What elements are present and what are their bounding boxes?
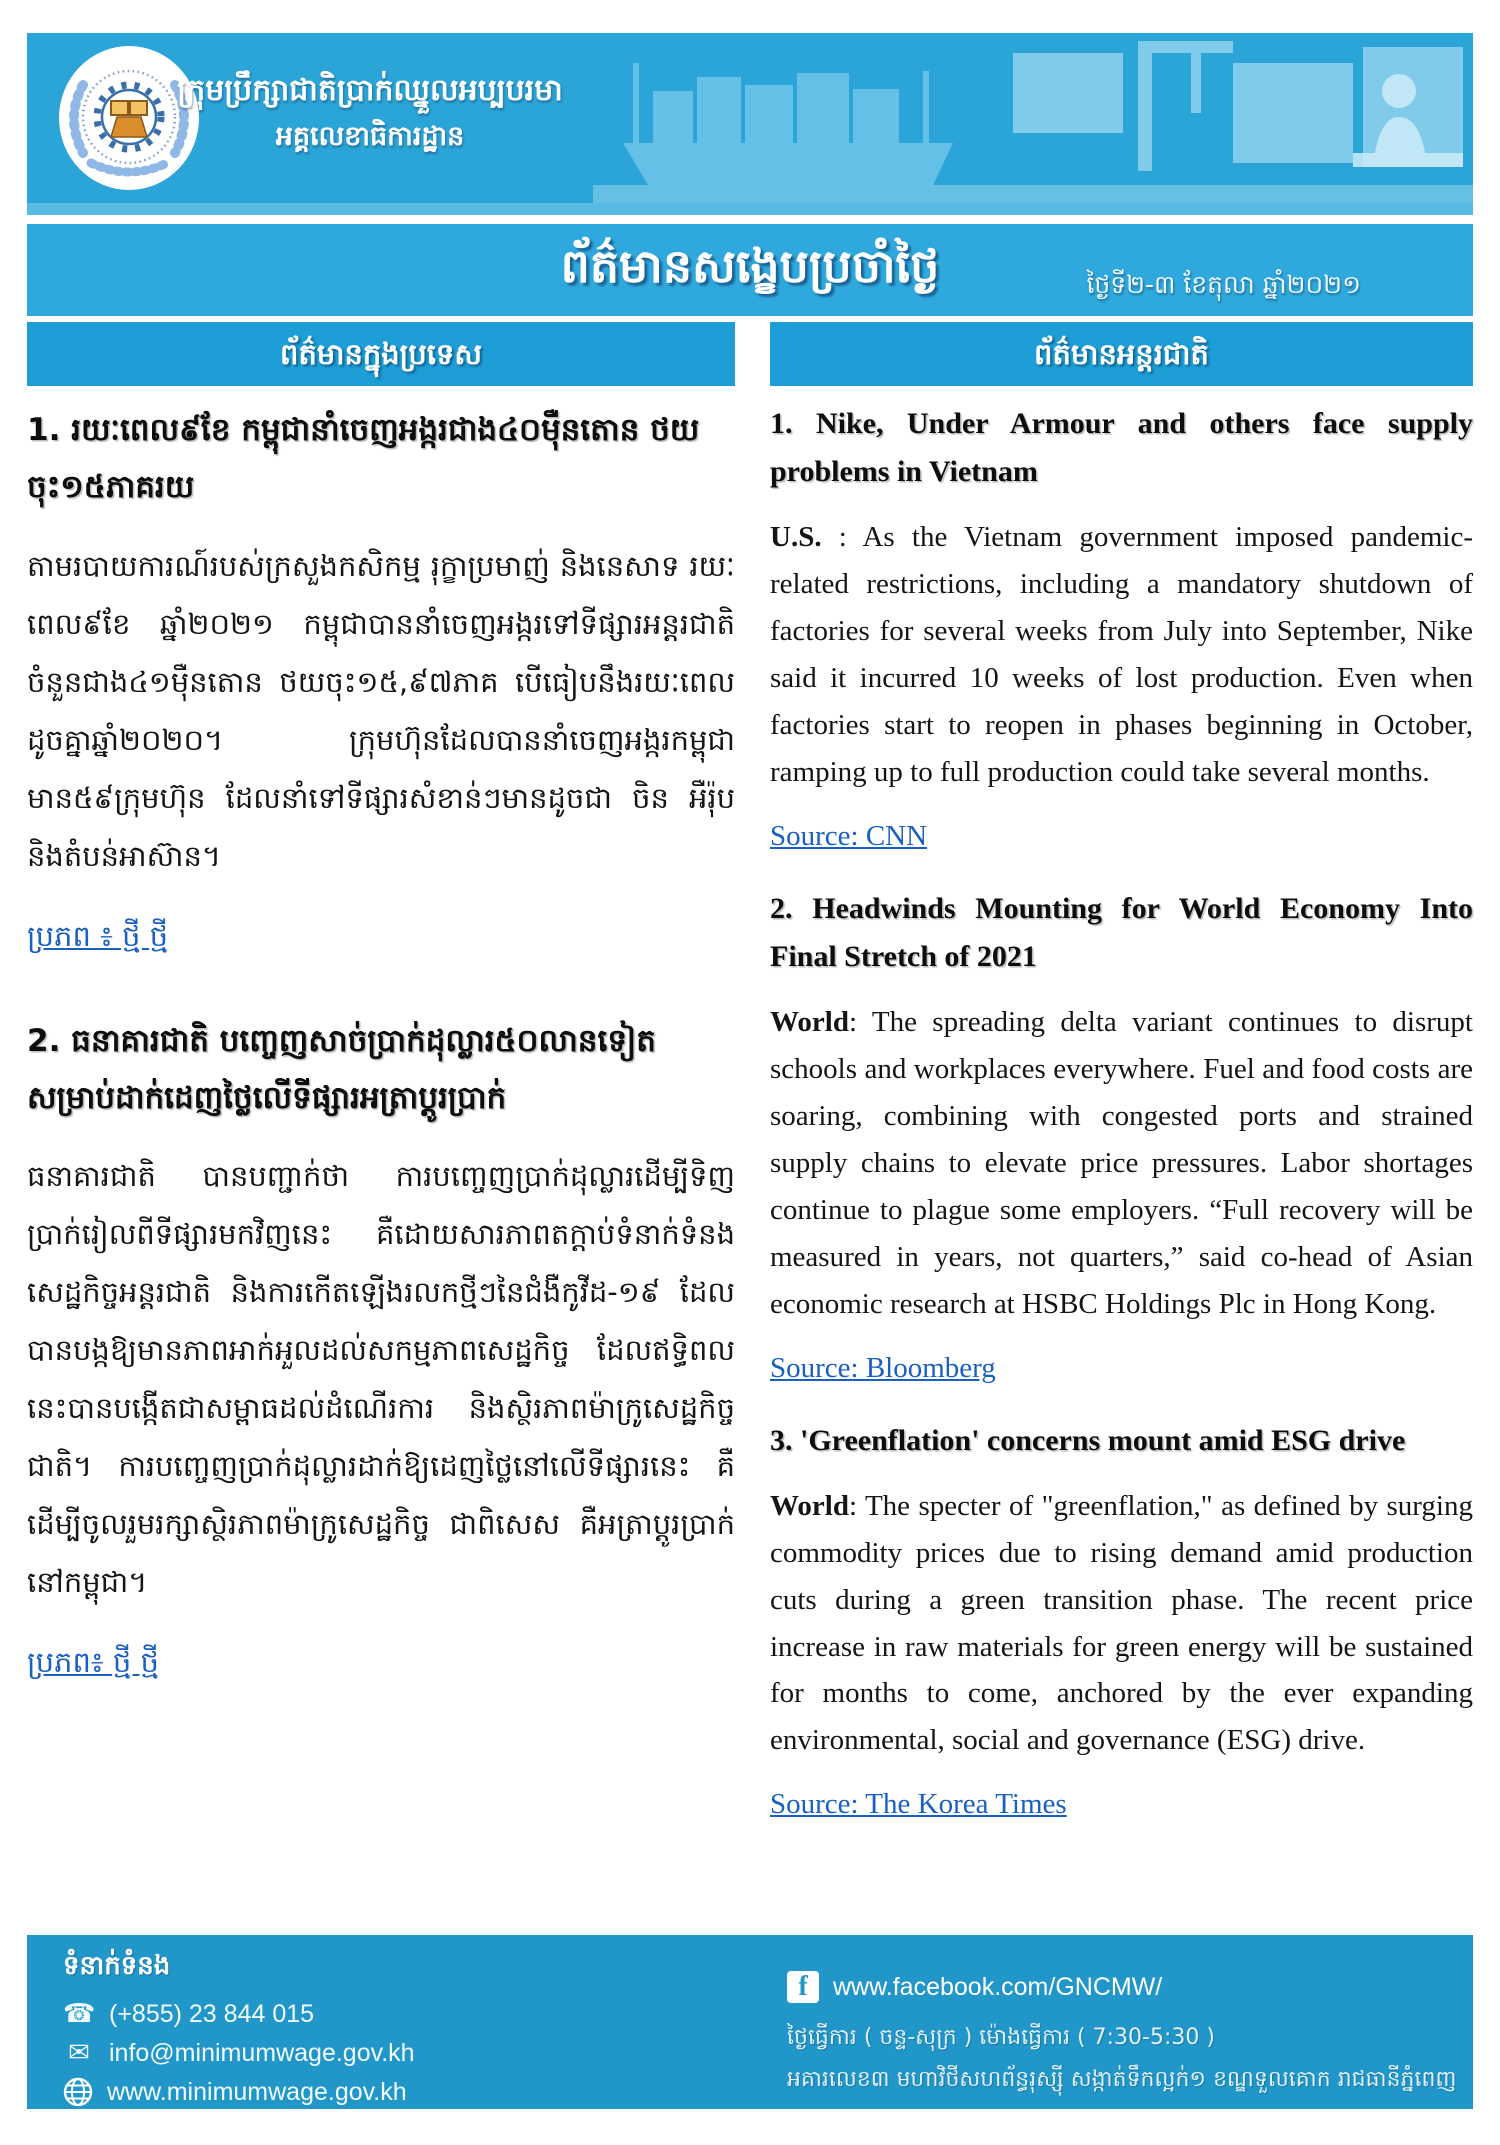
article-lead: World xyxy=(770,1489,849,1522)
international-news-header-bar xyxy=(770,322,1473,386)
article-domestic-1 xyxy=(27,402,735,1005)
footer-contact-block xyxy=(63,1949,415,2116)
org-name: ក្រុមប្រឹក្សាជាតិប្រាក់ឈ្នួលអប្បបរមា xyxy=(177,73,563,108)
facebook-icon: f xyxy=(787,1971,819,2003)
article-body xyxy=(770,999,1473,1328)
masthead xyxy=(27,33,1473,215)
article-body: តាមរបាយការណ៍របស់ក្រសួងកសិកម្ម រុក្ខាប្រមាញ់ និងនេសាទ រយៈពេល៩ខែ ឆ្នាំ២០២១ កម្ពុជាបាននាំចេញអង្ករទៅទីផ្សារអន្តរជាតិ ចំនួនជាង៤១ម៉ឺនតោន ថយចុះ១៥,៩៧ភាគ បើធៀបនឹងរយៈពេលដូចគ្នាឆ្នាំ២០២០។ ក្រុមហ៊ុនដែលបាននាំចេញអង្ករកម្ពុជា មាន៥៩ក្រុមហ៊ុន ដែលនាំទៅទីផ្សារសំខាន់ៗមានដូចជា ចិន អឺរ៉ុប និងតំបន់អាស៊ាន។ xyxy=(27,548,735,873)
international-news-header-label: ព័ត៌មានអន្តរជាតិ xyxy=(1034,337,1209,371)
source-link[interactable]: ប្រភព៖ ថ្មី ថ្មី xyxy=(27,1645,159,1680)
footer-social-block xyxy=(787,1971,1456,2101)
article-body-text: : The specter of "greenflation," as defined by surging commodity prices due to rising demand amid production cuts during a green transition phase. The recent price increase in raw materials for green energy will be sustained for months to come, anchored by the ever expanding environmental, social and governance (ESG) drive. xyxy=(770,1489,1473,1757)
email-address: info@minimumwage.gov.kh xyxy=(109,2038,415,2067)
facebook-url: www.facebook.com/GNCMW/ xyxy=(833,1972,1163,2001)
office-address: អគារលេខ៣ មហាវិថីសហព័ន្ធរុស្ស៊ី សង្កាត់ទឹកល្អក់១ ខណ្ឌទួលគោក រាជធានីភ្នំពេញ xyxy=(787,2066,1457,2092)
working-hours: ថ្ងៃធ្វើការ ( ចន្ទ-សុក្រ ) ម៉ោងធ្វើការ ( 7:30-5:30 ) xyxy=(787,2025,1215,2050)
article-title: 1. រយៈពេល៩ខែ កម្ពុជានាំចេញអង្ករជាង៤០ម៉ឺនតោន ថយចុះ១៥ភាគរយ xyxy=(27,412,700,506)
article-body xyxy=(770,1483,1473,1765)
phone-icon: ☎ xyxy=(63,1999,96,2029)
domestic-news-header-label: ព័ត៌មានក្នុងប្រទេស xyxy=(280,337,482,371)
article-title: 1. Nike, Under Armour and others face supply problems in Vietnam xyxy=(770,407,1473,488)
article-international-3 xyxy=(770,1417,1473,1848)
phone-number: (+855) 23 844 015 xyxy=(109,1999,315,2028)
domestic-news-header-bar xyxy=(27,322,735,386)
source-link[interactable]: Source: CNN xyxy=(770,819,928,852)
newsletter-title: ព័ត៌មានសង្ខេបប្រចាំថ្ងៃ xyxy=(560,239,940,293)
footer xyxy=(27,1935,1473,2109)
article-title: 3. 'Greenflation' concerns mount amid ESG drive xyxy=(770,1423,1406,1457)
international-news-column xyxy=(770,394,1473,1847)
website-url: www.minimumwage.gov.kh xyxy=(107,2077,407,2106)
header-bottom-strip xyxy=(27,203,1473,215)
article-lead: U.S. xyxy=(770,521,822,553)
port-skyline-art xyxy=(593,33,1473,203)
source-link[interactable]: Source: The Korea Times xyxy=(770,1788,1067,1821)
article-body-text: : As the Vietnam government imposed pandemic-related restrictions, including a mandatory shutdown of factories for several weeks from July into September, Nike said it incurred 10 weeks of lost production. Even when factories start to reopen in phases beginning in October, ramping up to full production could take several months. xyxy=(770,521,1473,788)
source-link[interactable]: Source: Bloomberg xyxy=(770,1351,996,1384)
article-title: 2. Headwinds Mounting for World Economy Into Final Stretch of 2021 xyxy=(770,891,1473,973)
org-subtitle: អគ្គលេខាធិការដ្ឋាន xyxy=(275,121,465,152)
issue-banner xyxy=(27,224,1473,316)
issue-date: ថ្ងៃទី២-៣ ខែតុលា ឆ្នាំ២០២១ xyxy=(1086,270,1361,299)
article-international-1 xyxy=(770,400,1473,879)
source-link[interactable]: ប្រភព ៖ ថ្មី ថ្មី xyxy=(27,918,169,953)
article-body: ធនាគារជាតិ បានបញ្ជាក់ថា ការបញ្ចេញប្រាក់ដុល្លារដើម្បីទិញប្រាក់រៀលពីទីផ្សារមកវិញនេះ គឺដោយសារភាពតក្តាប់ទំនាក់ទំនងសេដ្ឋកិច្ចអន្តរជាតិ និងការកើតឡើងរលកថ្មីៗនៃជំងឺកូវីដ-១៩ ដែលបានបង្កឱ្យមានភាពអាក់អួលដល់សកម្មភាពសេដ្ឋកិច្ច ដែលឥទ្ធិពលនេះបានបង្កើតជាសម្ពាធដល់ដំណើរការ និងស្ថិរភាពម៉ាក្រូសេដ្ឋកិច្ចជាតិ។ ការបញ្ចេញប្រាក់ដុល្លារដាក់ឱ្យដេញថ្លៃនៅលើទីផ្សារនេះ គឺដើម្បីចូលរួមរក្សាស្ថិរភាពម៉ាក្រូសេដ្ឋកិច្ច ជាពិសេស គឺអត្រាប្តូរប្រាក់នៅកម្ពុជា។ xyxy=(27,1159,735,1600)
domestic-news-column xyxy=(27,394,735,1731)
website-row xyxy=(63,2077,415,2107)
facebook-row xyxy=(787,1971,1456,2003)
contact-heading: ទំនាក់ទំនង xyxy=(63,1951,171,1981)
org-name-block xyxy=(175,67,565,158)
article-domestic-2 xyxy=(27,1013,735,1732)
article-body xyxy=(770,514,1473,796)
phone-row xyxy=(63,1999,415,2029)
globe-icon xyxy=(63,2077,93,2107)
article-body-text: : The spreading delta variant continues to disrupt schools and workplaces everywhere. Fuel and food costs are soaring, combining with congested ports and strained supply chains to elevate price pressures. Labor shortages continue to plague some employers. “Full recovery will be measured in years, not quarters,” said co-head of Asian economic research at HSBC Holdings Plc in Hong Kong. xyxy=(770,1005,1473,1320)
email-icon: ✉ xyxy=(68,2038,90,2068)
article-international-2 xyxy=(770,885,1473,1411)
email-row xyxy=(63,2038,415,2068)
article-title: 2. ធនាគារជាតិ បញ្ចេញសាច់ប្រាក់ដុល្លារ៥០លានទៀត សម្រាប់ដាក់ដេញថ្លៃលើទីផ្សារអត្រាប្តូរប្រាក់ xyxy=(27,1022,656,1117)
article-lead: World xyxy=(770,1005,849,1038)
